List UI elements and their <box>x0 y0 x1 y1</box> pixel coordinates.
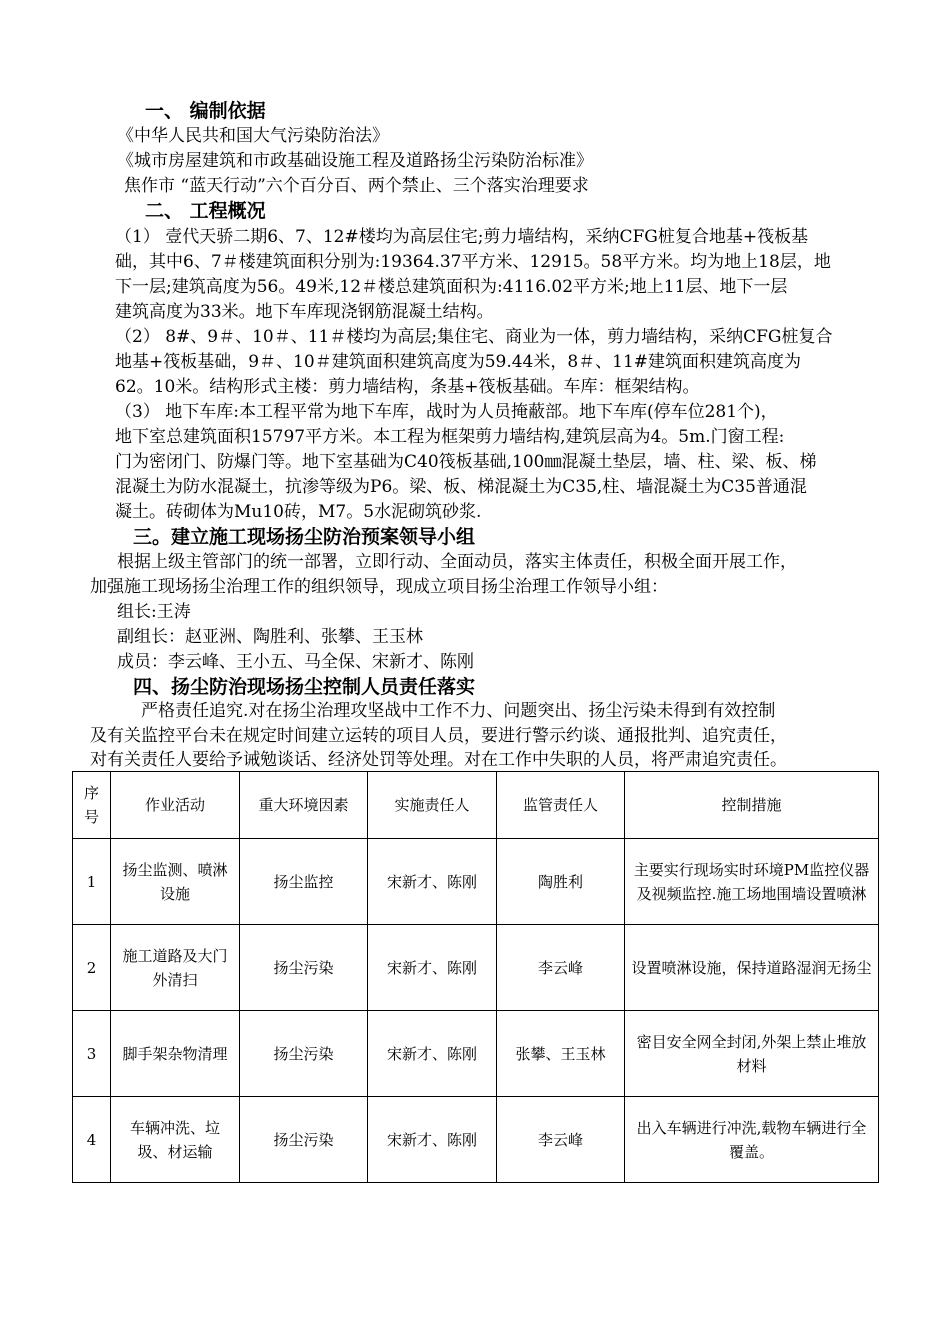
section-1-title: 一、 编制依据 <box>145 100 266 122</box>
cell-env-factor: 扬尘监控 <box>240 839 368 925</box>
header-activity: 作业活动 <box>111 772 240 839</box>
deputy-leaders: 副组长：赵亚洲、陶胜利、张攀、王玉林 <box>117 627 423 647</box>
cell-supervisor: 李云峰 <box>497 925 625 1011</box>
overview-line-10: 门为密闭门、防爆门等。地下室基础为C40筏板基础,100㎜混凝土垫层，墙、柱、梁、板、梯 <box>115 452 817 472</box>
cell-measures: 密目安全网全封闭,外架上禁止堆放材料 <box>625 1011 879 1097</box>
basis-line-2: 《城市房屋建筑和市政基础设施工程及道路扬尘污染防治标准》 <box>117 151 593 171</box>
cell-supervisor: 李云峰 <box>497 1097 625 1183</box>
section-4-title: 四、扬尘防治现场扬尘控制人员责任落实 <box>133 676 476 698</box>
overview-line-9: 地下室总建筑面积15797平方米。本工程为框架剪力墙结构,建筑层高为4。5m.门窗工程: <box>115 427 785 447</box>
cell-activity: 脚手架杂物清理 <box>111 1011 240 1097</box>
responsibility-table <box>72 771 879 1183</box>
accountability-line-3: 对有关责任人要给予诫勉谈话、经济处罚等处理。对在工作中失职的人员，将严肃追究责任。 <box>90 750 787 770</box>
overview-line-6: 地基+筏板基础，9＃、10＃建筑面积建筑高度为59.44米，8＃、11#建筑面积建筑高度为 <box>115 352 802 372</box>
overview-line-4: 建筑高度为33米。地下车库现浇钢筋混凝土结构。 <box>115 302 494 322</box>
header-index: 序号 <box>73 772 111 839</box>
header-measures: 控制措施 <box>625 772 879 839</box>
basis-line-1: 《中华人民共和国大气污染防治法》 <box>117 126 389 146</box>
cell-implementer: 宋新才、陈刚 <box>368 1011 497 1097</box>
table-row <box>73 1011 879 1097</box>
group-members: 成员：李云峰、王小五、马全保、宋新才、陈刚 <box>117 652 474 672</box>
cell-measures: 设置喷淋设施，保持道路湿润无扬尘 <box>625 925 879 1011</box>
cell-implementer: 宋新才、陈刚 <box>368 925 497 1011</box>
cell-env-factor: 扬尘污染 <box>240 1011 368 1097</box>
overview-line-11: 混凝土为防水混凝土，抗渗等级为P6。梁、板、梯混凝土为C35,柱、墙混凝土为C35普通混 <box>115 477 807 497</box>
cell-supervisor: 陶胜利 <box>497 839 625 925</box>
cell-implementer: 宋新才、陈刚 <box>368 1097 497 1183</box>
overview-line-7: 62。10米。结构形式主楼：剪力墙结构，条基+筏板基础。车库：框架结构。 <box>115 377 700 397</box>
accountability-line-2: 及有关监控平台未在规定时间建立运转的项目人员，要进行警示约谈、通报批判、追究责任， <box>90 726 787 746</box>
overview-line-8: （3） 地下车库:本工程平常为地下车库，战时为人员掩蔽部。地下车库(停车位281个)， <box>115 402 778 422</box>
section-3-title: 三。建立施工现场扬尘防治预案领导小组 <box>133 526 476 548</box>
cell-index: 4 <box>73 1097 111 1183</box>
overview-line-3: 下一层;建筑高度为56。49米,12＃楼总建筑面积为:4116.02平方米;地上11层、地下一层 <box>115 277 788 297</box>
section-2-title: 二、 工程概况 <box>145 200 266 222</box>
cell-index: 2 <box>73 925 111 1011</box>
header-env-factor: 重大环境因素 <box>240 772 368 839</box>
overview-line-2: 础，其中6、7＃楼建筑面积分别为:19364.37平方米、12915。58平方米。均为地上18层，地 <box>115 252 831 272</box>
table-header-row <box>73 772 879 839</box>
cell-index: 1 <box>73 839 111 925</box>
table-row <box>73 839 879 925</box>
overview-line-1: （1） 壹代天骄二期6、7、12#楼均为高层住宅;剪力墙结构，采纳CFG桩复合地基+筏板基 <box>115 227 809 247</box>
cell-activity: 车辆冲洗、垃圾、材运输 <box>111 1097 240 1183</box>
accountability-line-1: 严格责任追究.对在扬尘治理攻坚战中工作不力、问题突出、扬尘污染未得到有效控制 <box>141 701 776 721</box>
basis-line-3: 焦作市 “蓝天行动”六个百分百、两个禁止、三个落实治理要求 <box>124 176 589 196</box>
leadership-line-1: 根据上级主管部门的统一部署，立即行动、全面动员，落实主体责任，积极全面开展工作， <box>117 552 797 572</box>
cell-implementer: 宋新才、陈刚 <box>368 839 497 925</box>
cell-measures: 主要实行现场实时环境PM监控仪器及视频监控.施工场地围墙设置喷淋 <box>625 839 879 925</box>
cell-index: 3 <box>73 1011 111 1097</box>
header-implementer: 实施责任人 <box>368 772 497 839</box>
overview-line-12: 凝土。砖砌体为Mu10砖，M7。5水泥砌筑砂浆. <box>115 502 482 522</box>
table-row <box>73 1097 879 1183</box>
cell-activity: 扬尘监测、喷淋设施 <box>111 839 240 925</box>
table-row <box>73 925 879 1011</box>
cell-env-factor: 扬尘污染 <box>240 1097 368 1183</box>
overview-line-5: （2） 8#、9＃、10＃、11＃楼均为高层;集住宅、商业为一体，剪力墙结构，采纳CFG桩复合 <box>115 327 833 347</box>
cell-env-factor: 扬尘污染 <box>240 925 368 1011</box>
cell-supervisor: 张攀、王玉林 <box>497 1011 625 1097</box>
cell-measures: 出入车辆进行冲洗,载物车辆进行全覆盖。 <box>625 1097 879 1183</box>
cell-activity: 施工道路及大门外清扫 <box>111 925 240 1011</box>
header-supervisor: 监管责任人 <box>497 772 625 839</box>
group-leader: 组长:王涛 <box>117 602 191 622</box>
leadership-line-2: 加强施工现场扬尘治理工作的组织领导，现成立项目扬尘治理工作领导小组： <box>90 577 668 597</box>
